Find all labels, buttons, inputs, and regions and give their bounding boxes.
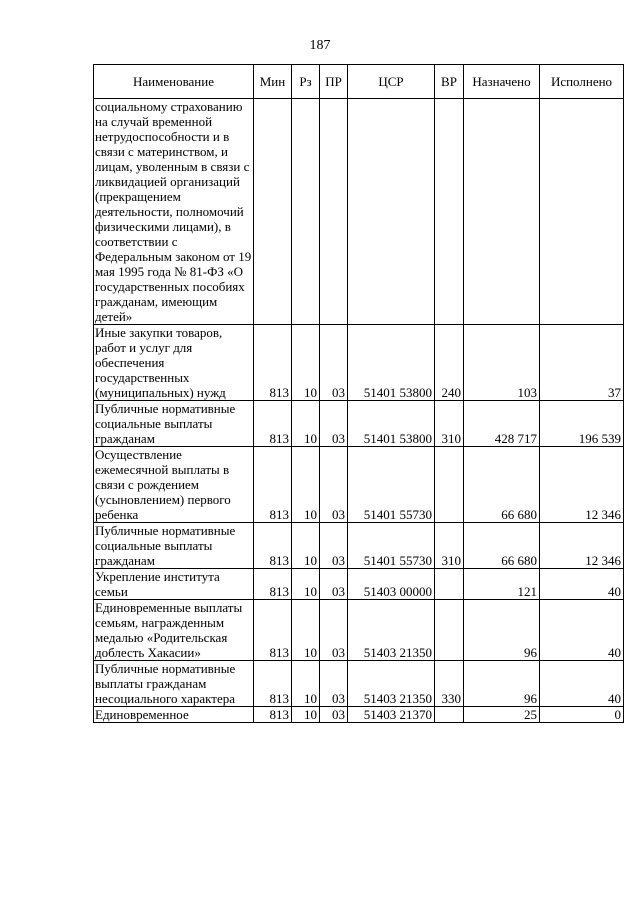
- row-vr: 240: [435, 325, 464, 401]
- row-executed: 40: [540, 600, 624, 661]
- table-row: [94, 99, 624, 325]
- table-row: [94, 523, 624, 569]
- row-name: Укрепление института семьи: [94, 569, 254, 600]
- table-row: [94, 661, 624, 707]
- budget-table: [93, 64, 624, 723]
- row-assigned: 25: [464, 707, 540, 723]
- row-rz: 10: [292, 600, 320, 661]
- row-vr: [435, 600, 464, 661]
- row-assigned: 66 680: [464, 447, 540, 523]
- row-pr: [320, 99, 348, 325]
- row-vr: 310: [435, 523, 464, 569]
- row-rz: [292, 99, 320, 325]
- row-rz: 10: [292, 661, 320, 707]
- row-assigned: 428 717: [464, 401, 540, 447]
- row-csr: 51403 21370: [348, 707, 435, 723]
- header-vr: ВР: [435, 65, 464, 99]
- row-csr: [348, 99, 435, 325]
- row-vr: [435, 99, 464, 325]
- row-min: 813: [254, 447, 292, 523]
- table-row: [94, 447, 624, 523]
- row-vr: [435, 447, 464, 523]
- row-pr: 03: [320, 325, 348, 401]
- row-min: 813: [254, 600, 292, 661]
- header-csr: ЦСР: [348, 65, 435, 99]
- table-row: [94, 325, 624, 401]
- table-row: [94, 707, 624, 723]
- row-csr: 51401 53800: [348, 401, 435, 447]
- row-csr: 51401 55730: [348, 447, 435, 523]
- row-pr: 03: [320, 523, 348, 569]
- row-assigned: 103: [464, 325, 540, 401]
- row-name: Осуществление ежемесячной выплаты в связи с рождением (усыновлением) первого ребенка: [94, 447, 254, 523]
- row-pr: 03: [320, 600, 348, 661]
- header-executed: Исполнено: [540, 65, 624, 99]
- row-assigned: [464, 99, 540, 325]
- row-pr: 03: [320, 401, 348, 447]
- row-executed: 12 346: [540, 447, 624, 523]
- header-pr: ПР: [320, 65, 348, 99]
- page-number: 187: [309, 38, 331, 53]
- row-pr: 03: [320, 447, 348, 523]
- header-name: Наименование: [94, 65, 254, 99]
- row-name: Единовременные выплаты семьям, награжденным медалью «Родительская доблесть Хакасии»: [94, 600, 254, 661]
- row-executed: 40: [540, 569, 624, 600]
- table-row: [94, 600, 624, 661]
- row-executed: 40: [540, 661, 624, 707]
- row-assigned: 96: [464, 661, 540, 707]
- row-min: 813: [254, 325, 292, 401]
- row-executed: 37: [540, 325, 624, 401]
- header-rz: Рз: [292, 65, 320, 99]
- row-rz: 10: [292, 325, 320, 401]
- row-name: Публичные нормативные выплаты гражданам несоциального характера: [94, 661, 254, 707]
- row-rz: 10: [292, 523, 320, 569]
- table-row: [94, 401, 624, 447]
- row-executed: [540, 99, 624, 325]
- row-csr: 51403 00000: [348, 569, 435, 600]
- row-min: 813: [254, 523, 292, 569]
- row-pr: 03: [320, 661, 348, 707]
- row-rz: 10: [292, 447, 320, 523]
- table-row: [94, 569, 624, 600]
- row-csr: 51403 21350: [348, 600, 435, 661]
- row-csr: 51401 55730: [348, 523, 435, 569]
- header-assigned: Назначено: [464, 65, 540, 99]
- row-name: Иные закупки товаров, работ и услуг для обеспечения государственных (муниципальных) нужд: [94, 325, 254, 401]
- row-pr: 03: [320, 569, 348, 600]
- row-rz: 10: [292, 707, 320, 723]
- row-assigned: 96: [464, 600, 540, 661]
- row-assigned: 66 680: [464, 523, 540, 569]
- row-vr: [435, 707, 464, 723]
- row-executed: 12 346: [540, 523, 624, 569]
- row-name: социальному страхованию на случай временной нетрудоспособности и в связи с материнством, и лицам, уволенным в связи с ликвидацией организаций (прекращением деятельности, полномочий физическими лицами), в соответствии с Федеральным законом от 19 мая 1995 года № 81-ФЗ «О государственных пособиях гражданам, имеющим детей»: [94, 99, 254, 325]
- row-rz: 10: [292, 569, 320, 600]
- table-header-row: [94, 65, 624, 99]
- header-min: Мин: [254, 65, 292, 99]
- row-assigned: 121: [464, 569, 540, 600]
- row-name: Публичные нормативные социальные выплаты гражданам: [94, 523, 254, 569]
- row-name: Единовременное: [94, 707, 254, 723]
- row-min: 813: [254, 401, 292, 447]
- row-pr: 03: [320, 707, 348, 723]
- row-name: Публичные нормативные социальные выплаты гражданам: [94, 401, 254, 447]
- row-min: 813: [254, 707, 292, 723]
- row-csr: 51401 53800: [348, 325, 435, 401]
- row-min: 813: [254, 569, 292, 600]
- row-vr: 330: [435, 661, 464, 707]
- row-executed: 0: [540, 707, 624, 723]
- row-rz: 10: [292, 401, 320, 447]
- row-min: 813: [254, 661, 292, 707]
- row-vr: [435, 569, 464, 600]
- row-csr: 51403 21350: [348, 661, 435, 707]
- row-vr: 310: [435, 401, 464, 447]
- row-executed: 196 539: [540, 401, 624, 447]
- row-min: [254, 99, 292, 325]
